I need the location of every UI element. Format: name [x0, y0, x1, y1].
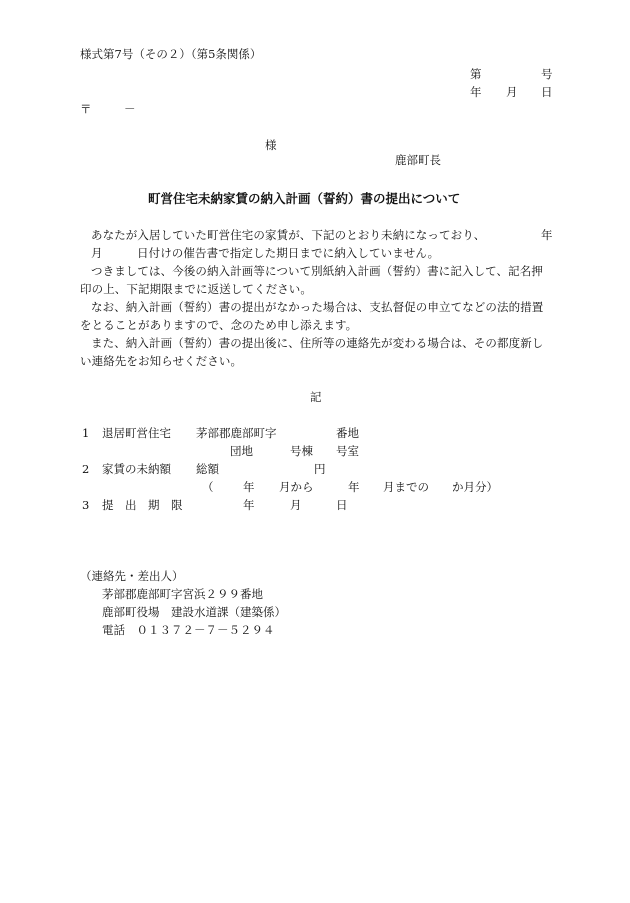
item-2-kagetsu: か月分） — [452, 480, 498, 494]
contact-phone: 電話 ０１３７２－７－５２９４ — [102, 623, 275, 637]
paragraph-1-line-2: 日付けの催告書で指定した期日までに納入していません。 — [137, 246, 440, 260]
item-1-danchi: 団地 — [230, 444, 253, 458]
item-3-tsuki: 月 — [290, 498, 302, 512]
paragraph-3-line-1: なお、納入計画（誓約）書の提出がなかった場合は、支払督促の申立てなどの法的措置 — [91, 300, 544, 314]
header-nen: 年 — [470, 85, 482, 99]
paragraph-2-line-2: 印の上、下記期限までに返送してください。 — [80, 282, 312, 296]
header-gou: 号 — [541, 67, 553, 81]
item-1-goutou: 号棟 — [290, 444, 313, 458]
item-3-number: 3 — [82, 498, 90, 512]
header-hi: 日 — [541, 85, 553, 99]
item-2-sougaku: 総額 — [196, 462, 219, 476]
item-3-hi: 日 — [336, 498, 348, 512]
paragraph-4-line-1: また、納入計画（誓約）書の提出後に、住所等の連絡先が変わる場合は、その都度新し — [91, 336, 544, 350]
paragraph-1-nen: 年 — [541, 228, 553, 242]
ki-heading: 記 — [310, 390, 322, 404]
item-1-banchi: 番地 — [336, 426, 359, 440]
postal-dash: － — [124, 102, 136, 116]
contact-heading: （連絡先・差出人） — [80, 569, 184, 583]
item-2-nen-2: 年 — [348, 480, 360, 494]
item-1-number: 1 — [82, 426, 90, 440]
paragraph-1-line-1: あなたが入居していた町営住宅の家賃が、下記のとおり未納になっており、 — [91, 228, 486, 242]
form-label: 様式第7号（その２）（第5条関係） — [80, 47, 262, 61]
document-title: 町営住宅未納家賃の納入計画（誓約）書の提出について — [148, 191, 461, 206]
item-1-address: 茅部郡鹿部町字 — [196, 426, 277, 440]
header-dai: 第 — [470, 67, 482, 81]
postal-mark: 〒 — [80, 102, 92, 116]
item-1-label: 退居町営住宅 — [102, 426, 171, 440]
item-3-nen: 年 — [243, 498, 255, 512]
item-3-label: 提 出 期 限 — [102, 498, 183, 512]
header-tsuki: 月 — [506, 85, 518, 99]
paragraph-4-line-2: い連絡先をお知らせください。 — [80, 354, 243, 368]
addressee-sama: 様 — [265, 138, 277, 152]
item-2-open-paren: （ — [202, 480, 214, 494]
paragraph-3-line-2: をとることがありますので、念のため申し添えます。 — [80, 318, 358, 332]
item-2-label: 家賃の未納額 — [102, 462, 171, 476]
item-2-en: 円 — [314, 462, 326, 476]
item-2-tsuki-made: 月までの — [383, 480, 429, 494]
sender-name: 鹿部町長 — [395, 153, 441, 167]
paragraph-2-line-1: つきましては、今後の納入計画等について別紙納入計画（誓約）書に記入して、記名押 — [91, 264, 543, 278]
item-1-goushitsu: 号室 — [336, 444, 359, 458]
item-2-number: 2 — [82, 462, 90, 476]
item-2-tsuki-kara: 月から — [279, 480, 314, 494]
contact-address: 茅部郡鹿部町字宮浜２９９番地 — [102, 587, 263, 601]
paragraph-1-tsuki: 月 — [91, 246, 103, 260]
contact-department: 鹿部町役場 建設水道課（建築係） — [102, 605, 286, 619]
item-2-nen-1: 年 — [243, 480, 255, 494]
